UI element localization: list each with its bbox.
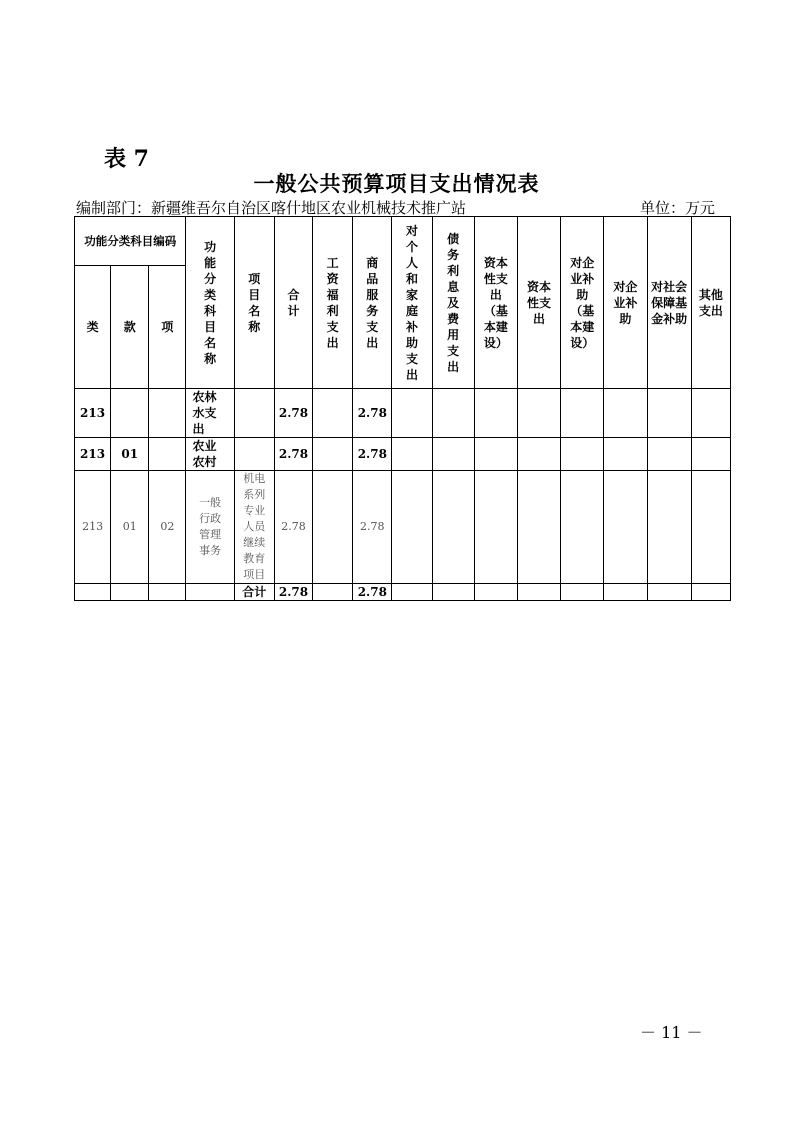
cell-kuan: 01 <box>111 438 149 471</box>
column-header-capital: 资本性支出 <box>517 217 560 389</box>
column-header-goods: 商品服务支出 <box>353 217 392 389</box>
cell-enterprise-basic <box>561 584 604 601</box>
cell-lei <box>75 584 111 601</box>
cell-debt <box>432 471 474 584</box>
cell-capital-basic <box>474 471 517 584</box>
cell-kuan: 01 <box>111 471 149 584</box>
cell-wage <box>313 471 353 584</box>
cell-other <box>691 389 730 438</box>
cell-other <box>691 438 730 471</box>
cell-debt <box>432 584 474 601</box>
department-label: 编制部门：新疆维吾尔自治区喀什地区农业机械技术推广站 <box>76 199 467 217</box>
cell-capital-basic <box>474 584 517 601</box>
page-number: － 11 － <box>640 1023 703 1042</box>
column-header-social: 对社会保障基金补助 <box>647 217 691 389</box>
cell-social <box>647 389 691 438</box>
cell-func-name: 农林水支出 <box>186 389 234 438</box>
cell-lei: 213 <box>75 438 111 471</box>
cell-enterprise <box>604 438 647 471</box>
column-header-other: 其他支出 <box>691 217 730 389</box>
header-row-1 <box>75 217 731 266</box>
cell-goods: 2.78 <box>353 471 392 584</box>
column-header-group: 功能分类科目编码 <box>75 217 186 266</box>
cell-enterprise <box>604 389 647 438</box>
cell-enterprise-basic <box>561 471 604 584</box>
table-row <box>75 471 731 584</box>
cell-wage <box>313 584 353 601</box>
cell-enterprise-basic <box>561 438 604 471</box>
cell-personal <box>392 471 432 584</box>
cell-personal <box>392 389 432 438</box>
cell-xiang <box>149 584 186 601</box>
cell-capital-basic <box>474 438 517 471</box>
cell-personal <box>392 584 432 601</box>
column-header-func-name: 功能分类科目名称 <box>186 217 234 389</box>
cell-capital <box>517 389 560 438</box>
cell-capital <box>517 584 560 601</box>
cell-social <box>647 438 691 471</box>
cell-capital <box>517 438 560 471</box>
column-header-total: 合计 <box>274 217 312 389</box>
cell-lei: 213 <box>75 389 111 438</box>
expenditure-table <box>74 216 731 601</box>
table-row <box>75 438 731 471</box>
cell-wage <box>313 389 353 438</box>
cell-lei: 213 <box>75 471 111 584</box>
cell-total: 2.78 <box>274 389 312 438</box>
column-header-personal: 对个人和家庭补助支出 <box>392 217 432 389</box>
cell-social <box>647 584 691 601</box>
cell-goods: 2.78 <box>353 438 392 471</box>
cell-personal <box>392 438 432 471</box>
total-goods: 2.78 <box>353 584 392 601</box>
cell-enterprise <box>604 584 647 601</box>
column-header-debt: 债务利息及费用支出 <box>432 217 474 389</box>
table-number: 表 7 <box>104 146 149 172</box>
column-header-capital-basic: 资本性支出（基本建设） <box>474 217 517 389</box>
cell-func-name <box>186 584 234 601</box>
cell-xiang <box>149 438 186 471</box>
cell-other <box>691 471 730 584</box>
cell-item-name: 机电系列专业人员继续教育项目 <box>234 471 274 584</box>
unit-label: 单位：万元 <box>639 199 715 217</box>
cell-item-name <box>234 389 274 438</box>
cell-item-name <box>234 438 274 471</box>
column-header-kuan: 款 <box>111 266 149 389</box>
page-title: 一般公共预算项目支出情况表 <box>253 171 540 196</box>
cell-func-name: 一般行政管理事务 <box>186 471 234 584</box>
cell-total: 2.78 <box>274 438 312 471</box>
column-header-xiang: 项 <box>149 266 186 389</box>
column-header-enterprise-basic: 对企业补助（基本建设） <box>561 217 604 389</box>
cell-kuan <box>111 389 149 438</box>
total-amount: 2.78 <box>274 584 312 601</box>
cell-capital <box>517 471 560 584</box>
cell-enterprise <box>604 471 647 584</box>
total-label: 合计 <box>234 584 274 601</box>
cell-enterprise-basic <box>561 389 604 438</box>
table-row <box>75 389 731 438</box>
column-header-enterprise: 对企业补助 <box>604 217 647 389</box>
cell-capital-basic <box>474 389 517 438</box>
total-row <box>75 584 731 601</box>
column-header-wage: 工资福利支出 <box>313 217 353 389</box>
cell-other <box>691 584 730 601</box>
cell-func-name: 农业农村 <box>186 438 234 471</box>
cell-kuan <box>111 584 149 601</box>
cell-total: 2.78 <box>274 471 312 584</box>
cell-xiang <box>149 389 186 438</box>
cell-debt <box>432 438 474 471</box>
cell-xiang: 02 <box>149 471 186 584</box>
cell-debt <box>432 389 474 438</box>
cell-goods: 2.78 <box>353 389 392 438</box>
cell-social <box>647 471 691 584</box>
column-header-item-name: 项目名称 <box>234 217 274 389</box>
cell-wage <box>313 438 353 471</box>
column-header-lei: 类 <box>75 266 111 389</box>
